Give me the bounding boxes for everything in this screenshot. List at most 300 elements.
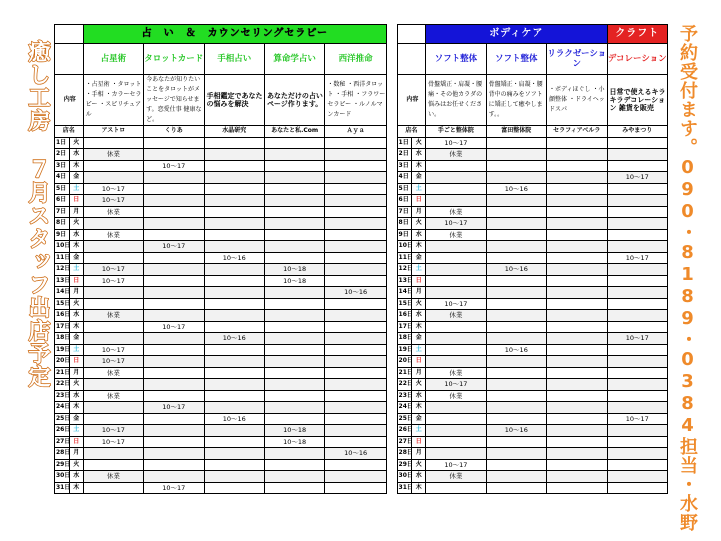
gap-cell (386, 390, 397, 402)
weekday-cell: 日 (69, 275, 83, 287)
desc-body-2: 骨盤矯正・肩凝・腰 背中の痛みをソフトに矯正して癒やします。。 (486, 75, 546, 126)
day-cell-right: 22日 (397, 379, 412, 391)
weekday-cell-right: 月 (412, 206, 426, 218)
fortune-category-header: 占 い ＆ カウンセリングセラピー (83, 25, 386, 44)
weekday-cell-right: 土 (412, 425, 426, 437)
weekday-cell: 金 (69, 333, 83, 345)
schedule-cell-fortune-1 (83, 241, 143, 253)
schedule-cell-craft (607, 425, 668, 437)
schedule-cell-fortune-4 (264, 321, 324, 333)
schedule-cell-fortune-2 (144, 264, 204, 276)
weekday-cell: 木 (69, 402, 83, 414)
day-cell: 26日 (55, 425, 70, 437)
weekday-cell: 水 (69, 229, 83, 241)
weekday-cell: 火 (69, 459, 83, 471)
schedule-cell-fortune-1: 10～17 (83, 264, 143, 276)
day-row (55, 333, 668, 345)
day-cell: 18日 (55, 333, 70, 345)
weekday-cell-right: 水 (412, 390, 426, 402)
schedule-cell-body-1: 休業 (426, 206, 486, 218)
schedule-cell-fortune-5 (325, 195, 387, 207)
gap-cell (386, 436, 397, 448)
schedule-cell-fortune-4 (264, 344, 324, 356)
day-cell: 31日 (55, 482, 70, 494)
schedule-cell-craft (607, 264, 668, 276)
schedule-cell-fortune-1: 10～17 (83, 275, 143, 287)
schedule-cell-body-2: 10～16 (486, 264, 546, 276)
schedule-cell-fortune-4 (264, 241, 324, 253)
schedule-cell-fortune-1: 休業 (83, 229, 143, 241)
schedule-cell-fortune-5 (325, 333, 387, 345)
gap-cell (386, 149, 397, 161)
schedule-cell-fortune-5 (325, 206, 387, 218)
gap-cell (386, 321, 397, 333)
schedule-cell-fortune-1 (83, 459, 143, 471)
schedule-cell-fortune-1 (83, 252, 143, 264)
schedule-cell-body-3 (547, 482, 607, 494)
schedule-cell-body-3 (547, 229, 607, 241)
schedule-cell-body-1 (426, 482, 486, 494)
day-cell-right: 5日 (397, 183, 412, 195)
weekday-cell: 日 (69, 195, 83, 207)
day-cell: 22日 (55, 379, 70, 391)
day-row (55, 367, 668, 379)
schedule-cell-fortune-1: 10～17 (83, 436, 143, 448)
schedule-cell-fortune-4: 10～18 (264, 425, 324, 437)
weekday-cell-right: 火 (412, 459, 426, 471)
weekday-cell-right: 火 (412, 298, 426, 310)
weekday-cell: 火 (69, 137, 83, 149)
schedule-cell-craft (607, 137, 668, 149)
weekday-cell-right: 土 (412, 264, 426, 276)
schedule-cell-body-1: 10～17 (426, 379, 486, 391)
schedule-cell-body-2 (486, 448, 546, 460)
schedule-cell-craft (607, 310, 668, 322)
weekday-cell-right: 日 (412, 436, 426, 448)
schedule-cell-body-3 (547, 402, 607, 414)
schedule-cell-fortune-4 (264, 252, 324, 264)
schedule-cell-fortune-2: 10～17 (144, 241, 204, 253)
day-cell: 21日 (55, 367, 70, 379)
schedule-cell-fortune-2 (144, 252, 204, 264)
day-cell-right: 24日 (397, 402, 412, 414)
day-cell-right: 17日 (397, 321, 412, 333)
gap-cell (386, 195, 397, 207)
schedule-cell-fortune-2 (144, 172, 204, 184)
subcat-fortune-1: 占星術 (83, 44, 143, 75)
schedule-cell-body-1: 10～17 (426, 137, 486, 149)
schedule-cell-body-2 (486, 229, 546, 241)
weekday-cell: 土 (69, 183, 83, 195)
day-row (55, 379, 668, 391)
description-row (55, 75, 668, 126)
weekday-cell: 月 (69, 448, 83, 460)
schedule-cell-fortune-3: 10～16 (204, 252, 264, 264)
gap-cell (386, 25, 397, 44)
schedule-cell-body-2 (486, 436, 546, 448)
day-cell: 29日 (55, 459, 70, 471)
schedule-cell-body-3 (547, 379, 607, 391)
craft-category-header: クラフト (607, 25, 668, 44)
schedule-cell-body-1 (426, 344, 486, 356)
weekday-cell: 土 (69, 425, 83, 437)
schedule-cell-body-1: 10～17 (426, 298, 486, 310)
day-cell-right: 10日 (397, 241, 412, 253)
schedule-cell-body-2 (486, 459, 546, 471)
day-cell: 19日 (55, 344, 70, 356)
schedule-cell-fortune-1: 休業 (83, 149, 143, 161)
schedule-cell-fortune-4 (264, 333, 324, 345)
subcat-body-2: ソフト整体 (486, 44, 546, 75)
schedule-cell-body-1 (426, 321, 486, 333)
schedule-cell-body-1: 休業 (426, 390, 486, 402)
schedule-cell-craft (607, 218, 668, 230)
schedule-cell-body-3 (547, 448, 607, 460)
schedule-cell-fortune-4 (264, 206, 324, 218)
schedule-cell-fortune-5 (325, 459, 387, 471)
day-cell-right: 20日 (397, 356, 412, 368)
schedule-cell-fortune-4 (264, 413, 324, 425)
right-reservation-title: 予約受付ます。090・8189・0384担当・水野 (677, 24, 698, 532)
store-craft: みやまつり (607, 126, 668, 138)
schedule-cell-body-3 (547, 275, 607, 287)
day-row (55, 183, 668, 195)
day-cell-right: 29日 (397, 459, 412, 471)
schedule-cell-body-3 (547, 356, 607, 368)
schedule-cell-body-2 (486, 137, 546, 149)
schedule-cell-fortune-5: 10～16 (325, 287, 387, 299)
schedule-cell-body-3 (547, 390, 607, 402)
gap-cell (386, 229, 397, 241)
schedule-cell-body-2 (486, 195, 546, 207)
schedule-cell-fortune-5 (325, 172, 387, 184)
body-category-header: ボディケア (426, 25, 607, 44)
day-cell-right: 14日 (397, 287, 412, 299)
schedule-cell-body-2 (486, 367, 546, 379)
day-row (55, 310, 668, 322)
schedule-cell-fortune-5 (325, 379, 387, 391)
weekday-cell-right: 土 (412, 344, 426, 356)
schedule-cell-fortune-5 (325, 229, 387, 241)
schedule-cell-fortune-5 (325, 264, 387, 276)
store-fortune-1: アストロ (83, 126, 143, 138)
schedule-cell-fortune-4 (264, 448, 324, 460)
corner-cell (55, 25, 84, 44)
schedule-cell-fortune-5 (325, 482, 387, 494)
day-cell: 15日 (55, 298, 70, 310)
schedule-cell-fortune-1: 休業 (83, 471, 143, 483)
day-row (55, 413, 668, 425)
day-cell: 6日 (55, 195, 70, 207)
schedule-cell-fortune-2 (144, 471, 204, 483)
schedule-cell-fortune-2 (144, 229, 204, 241)
schedule-cell-fortune-3 (204, 425, 264, 437)
day-row (55, 482, 668, 494)
schedule-cell-body-1 (426, 287, 486, 299)
category-row (55, 25, 668, 44)
gap-cell (386, 448, 397, 460)
schedule-cell-fortune-4 (264, 482, 324, 494)
schedule-cell-craft (607, 459, 668, 471)
day-cell-right: 26日 (397, 425, 412, 437)
subcat-fortune-2: タロットカード (144, 44, 204, 75)
day-cell-right: 4日 (397, 172, 412, 184)
schedule-cell-craft: 10～17 (607, 172, 668, 184)
day-row (55, 402, 668, 414)
schedule-cell-body-3 (547, 252, 607, 264)
schedule-cell-fortune-2 (144, 344, 204, 356)
day-cell: 4日 (55, 172, 70, 184)
day-cell: 13日 (55, 275, 70, 287)
schedule-cell-body-1 (426, 275, 486, 287)
schedule-cell-fortune-5 (325, 310, 387, 322)
schedule-table (54, 24, 668, 494)
day-cell: 1日 (55, 137, 70, 149)
schedule-cell-fortune-1 (83, 321, 143, 333)
subcat-corner-right (397, 44, 426, 75)
weekday-cell: 土 (69, 344, 83, 356)
weekday-cell: 金 (69, 413, 83, 425)
schedule-cell-craft (607, 275, 668, 287)
day-row (55, 425, 668, 437)
schedule-cell-fortune-4 (264, 310, 324, 322)
schedule-cell-fortune-3 (204, 390, 264, 402)
weekday-cell-right: 木 (412, 321, 426, 333)
schedule-cell-body-3 (547, 436, 607, 448)
day-row (55, 471, 668, 483)
schedule-cell-body-1: 休業 (426, 229, 486, 241)
schedule-cell-body-2 (486, 321, 546, 333)
schedule-cell-body-3 (547, 298, 607, 310)
day-cell-right: 9日 (397, 229, 412, 241)
schedule-cell-fortune-1 (83, 379, 143, 391)
gap-cell (386, 264, 397, 276)
day-row (55, 218, 668, 230)
day-row (55, 195, 668, 207)
schedule-cell-body-1: 休業 (426, 149, 486, 161)
schedule-cell-body-3 (547, 287, 607, 299)
schedule-cell-fortune-1: 10～17 (83, 344, 143, 356)
store-body-1: 手ごと整体院 (426, 126, 486, 138)
store-body-2: 富田整体院 (486, 126, 546, 138)
schedule-cell-body-3 (547, 149, 607, 161)
schedule-cell-fortune-3 (204, 471, 264, 483)
weekday-cell: 日 (69, 436, 83, 448)
schedule-cell-body-2 (486, 241, 546, 253)
weekday-cell-right: 金 (412, 413, 426, 425)
day-cell: 14日 (55, 287, 70, 299)
schedule-cell-body-2 (486, 149, 546, 161)
day-cell-right: 28日 (397, 448, 412, 460)
day-cell-right: 7日 (397, 206, 412, 218)
schedule-cell-fortune-3 (204, 287, 264, 299)
gap-cell (386, 425, 397, 437)
schedule-cell-fortune-5 (325, 137, 387, 149)
schedule-cell-fortune-3 (204, 264, 264, 276)
day-cell: 12日 (55, 264, 70, 276)
day-cell: 8日 (55, 218, 70, 230)
schedule-cell-body-3 (547, 367, 607, 379)
day-cell: 30日 (55, 471, 70, 483)
day-cell: 16日 (55, 310, 70, 322)
weekday-cell: 木 (69, 160, 83, 172)
corner-cell-right (397, 25, 426, 44)
schedule-cell-body-2: 10～16 (486, 425, 546, 437)
day-cell-right: 19日 (397, 344, 412, 356)
day-cell: 5日 (55, 183, 70, 195)
weekday-cell: 火 (69, 379, 83, 391)
schedule-cell-craft: 10～17 (607, 413, 668, 425)
left-title: 癒し工房 ７月スタッフ出店予定 (25, 40, 50, 388)
schedule-cell-fortune-1 (83, 218, 143, 230)
day-cell: 11日 (55, 252, 70, 264)
schedule-cell-body-1 (426, 195, 486, 207)
schedule-cell-fortune-2 (144, 379, 204, 391)
schedule-cell-fortune-4 (264, 298, 324, 310)
weekday-cell: 月 (69, 287, 83, 299)
store-label-right: 店名 (397, 126, 426, 138)
schedule-cell-fortune-1 (83, 333, 143, 345)
schedule-cell-fortune-4 (264, 379, 324, 391)
day-cell-right: 25日 (397, 413, 412, 425)
schedule-cell-body-2 (486, 390, 546, 402)
gap-cell (386, 75, 397, 126)
schedule-cell-body-2 (486, 172, 546, 184)
schedule-cell-fortune-4 (264, 149, 324, 161)
schedule-cell-craft (607, 448, 668, 460)
schedule-cell-fortune-4 (264, 160, 324, 172)
schedule-cell-craft (607, 287, 668, 299)
schedule-cell-fortune-5 (325, 149, 387, 161)
schedule-cell-fortune-2: 10～17 (144, 160, 204, 172)
subcat-body-3: リラクゼーション (547, 44, 607, 75)
schedule-cell-fortune-2 (144, 333, 204, 345)
schedule-cell-body-3 (547, 206, 607, 218)
gap-cell (386, 482, 397, 494)
gap-cell (386, 241, 397, 253)
schedule-cell-body-3 (547, 137, 607, 149)
schedule-cell-fortune-2: 10～17 (144, 482, 204, 494)
schedule-cell-body-2: 10～16 (486, 183, 546, 195)
day-cell: 3日 (55, 160, 70, 172)
schedule-cell-fortune-3 (204, 356, 264, 368)
schedule-cell-craft (607, 367, 668, 379)
schedule-cell-body-1 (426, 183, 486, 195)
schedule-cell-body-1 (426, 252, 486, 264)
schedule-cell-fortune-1 (83, 137, 143, 149)
schedule-cell-body-1: 休業 (426, 310, 486, 322)
day-row (55, 287, 668, 299)
schedule-cell-fortune-4 (264, 229, 324, 241)
day-cell: 7日 (55, 206, 70, 218)
store-name-row (55, 126, 668, 138)
schedule-cell-fortune-3 (204, 344, 264, 356)
schedule-cell-fortune-2 (144, 356, 204, 368)
day-cell-right: 31日 (397, 482, 412, 494)
store-fortune-3: 水晶研究 (204, 126, 264, 138)
schedule-cell-fortune-1 (83, 402, 143, 414)
day-row (55, 172, 668, 184)
schedule-cell-body-3 (547, 321, 607, 333)
gap-cell (386, 402, 397, 414)
schedule-cell-body-1 (426, 425, 486, 437)
schedule-cell-fortune-2 (144, 413, 204, 425)
schedule-cell-fortune-5 (325, 275, 387, 287)
schedule-cell-fortune-3 (204, 137, 264, 149)
schedule-cell-fortune-3: 10～16 (204, 333, 264, 345)
day-row (55, 275, 668, 287)
store-fortune-5: Ａｙａ (325, 126, 387, 138)
schedule-cell-fortune-1 (83, 287, 143, 299)
schedule-cell-fortune-2 (144, 298, 204, 310)
schedule-cell-body-3 (547, 333, 607, 345)
gap-cell (386, 252, 397, 264)
day-row (55, 160, 668, 172)
schedule-cell-fortune-4: 10～18 (264, 275, 324, 287)
subcat-craft: デコレーション (607, 44, 668, 75)
schedule-cell-fortune-4 (264, 287, 324, 299)
schedule-cell-fortune-1: 休業 (83, 367, 143, 379)
schedule-cell-craft (607, 482, 668, 494)
schedule-cell-body-3 (547, 459, 607, 471)
schedule-cell-body-1 (426, 448, 486, 460)
schedule-cell-fortune-3 (204, 206, 264, 218)
weekday-cell: 水 (69, 310, 83, 322)
schedule-cell-fortune-3 (204, 149, 264, 161)
schedule-cell-body-3 (547, 264, 607, 276)
schedule-cell-body-2 (486, 482, 546, 494)
schedule-cell-fortune-3 (204, 367, 264, 379)
weekday-cell-right: 土 (412, 183, 426, 195)
schedule-cell-fortune-1: 休業 (83, 206, 143, 218)
schedule-cell-fortune-3 (204, 160, 264, 172)
schedule-cell-body-1 (426, 172, 486, 184)
weekday-cell-right: 日 (412, 275, 426, 287)
subcategory-row (55, 44, 668, 75)
schedule-cell-fortune-5 (325, 367, 387, 379)
store-label: 店名 (55, 126, 84, 138)
schedule-cell-body-3 (547, 344, 607, 356)
day-row (55, 390, 668, 402)
schedule-cell-body-2 (486, 379, 546, 391)
schedule-cell-fortune-2 (144, 436, 204, 448)
day-cell-right: 18日 (397, 333, 412, 345)
schedule-cell-fortune-4 (264, 195, 324, 207)
schedule-cell-craft (607, 390, 668, 402)
schedule-cell-body-1 (426, 356, 486, 368)
weekday-cell-right: 木 (412, 482, 426, 494)
schedule-cell-fortune-4 (264, 172, 324, 184)
schedule-cell-body-1: 10～17 (426, 218, 486, 230)
day-cell: 9日 (55, 229, 70, 241)
schedule-cell-fortune-2 (144, 218, 204, 230)
schedule-cell-craft (607, 195, 668, 207)
weekday-cell: 水 (69, 390, 83, 402)
gap-cell (386, 298, 397, 310)
gap-cell (386, 459, 397, 471)
weekday-cell: 水 (69, 471, 83, 483)
weekday-cell: 木 (69, 482, 83, 494)
content-label: 内容 (55, 75, 84, 126)
schedule-cell-fortune-4 (264, 137, 324, 149)
day-cell-right: 1日 (397, 137, 412, 149)
schedule-cell-craft (607, 160, 668, 172)
schedule-cell-fortune-4 (264, 218, 324, 230)
schedule-cell-craft: 10～17 (607, 252, 668, 264)
subcat-fortune-4: 算命学占い (264, 44, 324, 75)
schedule-cell-fortune-2 (144, 149, 204, 161)
schedule-cell-craft: 10～17 (607, 333, 668, 345)
